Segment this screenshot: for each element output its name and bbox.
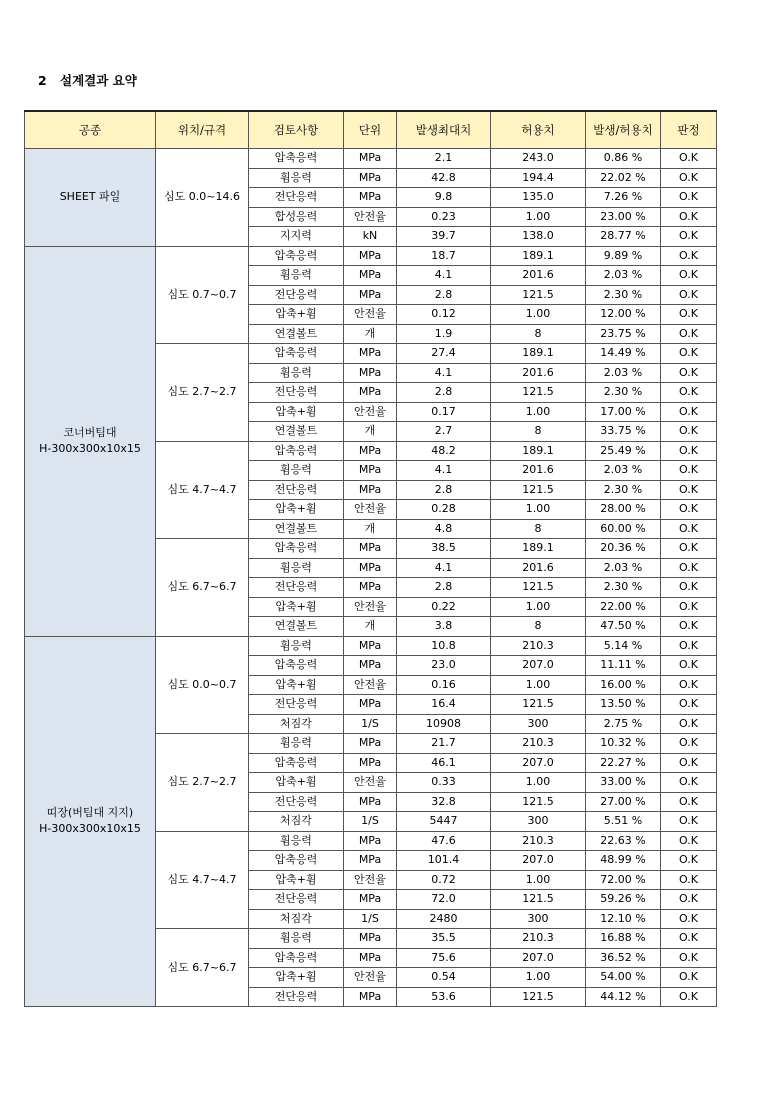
location-cell: 심도 6.7~6.7 [156,929,249,1007]
header-cell: 발생/허용치 [586,111,661,149]
allowable-value-cell: 300 [491,714,586,734]
allowable-value-cell: 121.5 [491,792,586,812]
judgement-cell: O.K [661,149,717,169]
ratio-cell: 72.00 % [586,870,661,890]
judgement-cell: O.K [661,695,717,715]
check-item-cell: 압축+휨 [249,402,344,422]
header-cell: 위치/규격 [156,111,249,149]
allowable-value-cell: 1.00 [491,305,586,325]
unit-cell: MPa [344,188,397,208]
max-value-cell: 3.8 [397,617,491,637]
judgement-cell: O.K [661,519,717,539]
judgement-cell: O.K [661,909,717,929]
allowable-value-cell: 300 [491,909,586,929]
unit-cell: 안전율 [344,675,397,695]
ratio-cell: 22.02 % [586,168,661,188]
check-item-cell: 전단응력 [249,792,344,812]
ratio-cell: 16.88 % [586,929,661,949]
allowable-value-cell: 189.1 [491,539,586,559]
max-value-cell: 5447 [397,812,491,832]
check-item-cell: 압축+휨 [249,500,344,520]
judgement-cell: O.K [661,344,717,364]
ratio-cell: 2.75 % [586,714,661,734]
judgement-cell: O.K [661,734,717,754]
allowable-value-cell: 1.00 [491,500,586,520]
ratio-cell: 2.30 % [586,285,661,305]
unit-cell: MPa [344,734,397,754]
ratio-cell: 25.49 % [586,441,661,461]
ratio-cell: 33.75 % [586,422,661,442]
judgement-cell: O.K [661,714,717,734]
allowable-value-cell: 207.0 [491,656,586,676]
max-value-cell: 23.0 [397,656,491,676]
judgement-cell: O.K [661,831,717,851]
check-item-cell: 압축응력 [249,344,344,364]
allowable-value-cell: 243.0 [491,149,586,169]
unit-cell: 개 [344,519,397,539]
location-cell: 심도 4.7~4.7 [156,441,249,539]
max-value-cell: 2.8 [397,285,491,305]
allowable-value-cell: 210.3 [491,929,586,949]
check-item-cell: 휨응력 [249,636,344,656]
unit-cell: MPa [344,929,397,949]
ratio-cell: 54.00 % [586,968,661,988]
check-item-cell: 전단응력 [249,285,344,305]
max-value-cell: 2.8 [397,480,491,500]
check-item-cell: 휨응력 [249,734,344,754]
unit-cell: 1/S [344,714,397,734]
check-item-cell: 처짐각 [249,909,344,929]
max-value-cell: 2.1 [397,149,491,169]
section-number: 2 [38,73,47,88]
max-value-cell: 46.1 [397,753,491,773]
allowable-value-cell: 121.5 [491,890,586,910]
ratio-cell: 11.11 % [586,656,661,676]
location-cell: 심도 0.7~0.7 [156,246,249,344]
judgement-cell: O.K [661,870,717,890]
check-item-cell: 휨응력 [249,831,344,851]
judgement-cell: O.K [661,558,717,578]
unit-cell: 안전율 [344,207,397,227]
header-row [25,111,717,149]
unit-cell: MPa [344,480,397,500]
check-item-cell: 연결볼트 [249,324,344,344]
header-cell: 공종 [25,111,156,149]
check-item-cell: 압축응력 [249,539,344,559]
check-item-cell: 연결볼트 [249,519,344,539]
check-item-cell: 처짐각 [249,812,344,832]
unit-cell: MPa [344,168,397,188]
section-heading [38,71,137,89]
allowable-value-cell: 135.0 [491,188,586,208]
judgement-cell: O.K [661,207,717,227]
judgement-cell: O.K [661,480,717,500]
allowable-value-cell: 189.1 [491,246,586,266]
allowable-value-cell: 207.0 [491,948,586,968]
ratio-cell: 36.52 % [586,948,661,968]
unit-cell: 개 [344,422,397,442]
judgement-cell: O.K [661,383,717,403]
unit-cell: MPa [344,246,397,266]
unit-cell: MPa [344,344,397,364]
check-item-cell: 압축+휨 [249,675,344,695]
allowable-value-cell: 138.0 [491,227,586,247]
unit-cell: MPa [344,285,397,305]
unit-cell: MPa [344,266,397,286]
allowable-value-cell: 1.00 [491,597,586,617]
ratio-cell: 44.12 % [586,987,661,1007]
unit-cell: MPa [344,890,397,910]
ratio-cell: 12.10 % [586,909,661,929]
judgement-cell: O.K [661,617,717,637]
max-value-cell: 47.6 [397,831,491,851]
unit-cell: MPa [344,441,397,461]
max-value-cell: 4.1 [397,461,491,481]
check-item-cell: 지지력 [249,227,344,247]
table-row [25,636,717,656]
ratio-cell: 5.51 % [586,812,661,832]
ratio-cell: 2.03 % [586,363,661,383]
check-item-cell: 연결볼트 [249,422,344,442]
ratio-cell: 2.03 % [586,558,661,578]
max-value-cell: 32.8 [397,792,491,812]
judgement-cell: O.K [661,441,717,461]
check-item-cell: 전단응력 [249,480,344,500]
unit-cell: 안전율 [344,773,397,793]
max-value-cell: 39.7 [397,227,491,247]
check-item-cell: 합성응력 [249,207,344,227]
ratio-cell: 33.00 % [586,773,661,793]
work-type-cell [25,636,156,1007]
max-value-cell: 53.6 [397,987,491,1007]
check-item-cell: 압축응력 [249,149,344,169]
ratio-cell: 22.27 % [586,753,661,773]
allowable-value-cell: 207.0 [491,851,586,871]
ratio-cell: 12.00 % [586,305,661,325]
allowable-value-cell: 194.4 [491,168,586,188]
unit-cell: 1/S [344,909,397,929]
judgement-cell: O.K [661,500,717,520]
check-item-cell: 압축응력 [249,246,344,266]
allowable-value-cell: 121.5 [491,480,586,500]
table-row [25,246,717,266]
judgement-cell: O.K [661,890,717,910]
unit-cell: MPa [344,539,397,559]
allowable-value-cell: 1.00 [491,402,586,422]
ratio-cell: 16.00 % [586,675,661,695]
check-item-cell: 휨응력 [249,461,344,481]
allowable-value-cell: 210.3 [491,831,586,851]
judgement-cell: O.K [661,987,717,1007]
unit-cell: MPa [344,987,397,1007]
judgement-cell: O.K [661,812,717,832]
allowable-value-cell: 8 [491,519,586,539]
max-value-cell: 35.5 [397,929,491,949]
unit-cell: MPa [344,695,397,715]
check-item-cell: 처짐각 [249,714,344,734]
section-title: 설계결과 요약 [60,73,137,88]
ratio-cell: 5.14 % [586,636,661,656]
check-item-cell: 휨응력 [249,558,344,578]
work-type-spec: H-300x300x10x15 [39,822,141,836]
allowable-value-cell: 121.5 [491,285,586,305]
max-value-cell: 1.9 [397,324,491,344]
judgement-cell: O.K [661,227,717,247]
ratio-cell: 2.03 % [586,461,661,481]
judgement-cell: O.K [661,578,717,598]
unit-cell: MPa [344,851,397,871]
unit-cell: MPa [344,831,397,851]
location-cell: 심도 6.7~6.7 [156,539,249,637]
check-item-cell: 전단응력 [249,578,344,598]
allowable-value-cell: 210.3 [491,734,586,754]
allowable-value-cell: 121.5 [491,383,586,403]
allowable-value-cell: 201.6 [491,266,586,286]
check-item-cell: 압축+휨 [249,773,344,793]
allowable-value-cell: 300 [491,812,586,832]
unit-cell: MPa [344,792,397,812]
max-value-cell: 72.0 [397,890,491,910]
judgement-cell: O.K [661,285,717,305]
allowable-value-cell: 8 [491,617,586,637]
check-item-cell: 압축응력 [249,656,344,676]
allowable-value-cell: 201.6 [491,558,586,578]
allowable-value-cell: 207.0 [491,753,586,773]
max-value-cell: 0.33 [397,773,491,793]
check-item-cell: 휨응력 [249,168,344,188]
ratio-cell: 27.00 % [586,792,661,812]
unit-cell: 안전율 [344,402,397,422]
allowable-value-cell: 8 [491,324,586,344]
ratio-cell: 2.03 % [586,266,661,286]
unit-cell: MPa [344,363,397,383]
unit-cell: 안전율 [344,968,397,988]
ratio-cell: 10.32 % [586,734,661,754]
unit-cell: MPa [344,578,397,598]
design-summary-table [24,110,717,1007]
ratio-cell: 28.77 % [586,227,661,247]
max-value-cell: 75.6 [397,948,491,968]
location-cell: 심도 0.0~0.7 [156,636,249,734]
check-item-cell: 압축+휨 [249,305,344,325]
allowable-value-cell: 189.1 [491,441,586,461]
max-value-cell: 0.23 [397,207,491,227]
location-cell: 심도 2.7~2.7 [156,734,249,832]
location-cell: 심도 0.0~14.6 [156,149,249,247]
unit-cell: MPa [344,656,397,676]
max-value-cell: 0.28 [397,500,491,520]
work-type-label: 코너버팀대 [63,426,117,439]
judgement-cell: O.K [661,753,717,773]
ratio-cell: 2.30 % [586,383,661,403]
ratio-cell: 22.63 % [586,831,661,851]
check-item-cell: 전단응력 [249,890,344,910]
work-type-cell [25,246,156,636]
unit-cell: kN [344,227,397,247]
work-type-spec: H-300x300x10x15 [39,442,141,455]
work-type-label: 띠장(버팀대 지지) [46,806,134,820]
max-value-cell: 0.54 [397,968,491,988]
ratio-cell: 13.50 % [586,695,661,715]
max-value-cell: 10.8 [397,636,491,656]
allowable-value-cell: 201.6 [491,461,586,481]
unit-cell: MPa [344,558,397,578]
max-value-cell: 0.12 [397,305,491,325]
allowable-value-cell: 201.6 [491,363,586,383]
judgement-cell: O.K [661,461,717,481]
ratio-cell: 48.99 % [586,851,661,871]
max-value-cell: 42.8 [397,168,491,188]
table-row [25,149,717,169]
unit-cell: MPa [344,149,397,169]
max-value-cell: 21.7 [397,734,491,754]
check-item-cell: 휨응력 [249,929,344,949]
table-body [25,149,717,1007]
max-value-cell: 0.16 [397,675,491,695]
max-value-cell: 4.1 [397,266,491,286]
check-item-cell: 휨응력 [249,266,344,286]
max-value-cell: 101.4 [397,851,491,871]
max-value-cell: 38.5 [397,539,491,559]
ratio-cell: 0.86 % [586,149,661,169]
check-item-cell: 휨응력 [249,363,344,383]
judgement-cell: O.K [661,402,717,422]
unit-cell: 안전율 [344,305,397,325]
ratio-cell: 23.00 % [586,207,661,227]
judgement-cell: O.K [661,929,717,949]
unit-cell: MPa [344,753,397,773]
judgement-cell: O.K [661,656,717,676]
ratio-cell: 9.89 % [586,246,661,266]
unit-cell: 개 [344,617,397,637]
judgement-cell: O.K [661,324,717,344]
ratio-cell: 17.00 % [586,402,661,422]
allowable-value-cell: 210.3 [491,636,586,656]
max-value-cell: 0.72 [397,870,491,890]
max-value-cell: 48.2 [397,441,491,461]
max-value-cell: 0.17 [397,402,491,422]
judgement-cell: O.K [661,305,717,325]
unit-cell: MPa [344,948,397,968]
max-value-cell: 4.8 [397,519,491,539]
allowable-value-cell: 1.00 [491,968,586,988]
judgement-cell: O.K [661,422,717,442]
judgement-cell: O.K [661,363,717,383]
unit-cell: MPa [344,636,397,656]
max-value-cell: 27.4 [397,344,491,364]
max-value-cell: 10908 [397,714,491,734]
check-item-cell: 전단응력 [249,188,344,208]
judgement-cell: O.K [661,675,717,695]
check-item-cell: 압축응력 [249,441,344,461]
ratio-cell: 60.00 % [586,519,661,539]
max-value-cell: 2.7 [397,422,491,442]
ratio-cell: 2.30 % [586,480,661,500]
unit-cell: 개 [344,324,397,344]
allowable-value-cell: 1.00 [491,675,586,695]
ratio-cell: 20.36 % [586,539,661,559]
judgement-cell: O.K [661,792,717,812]
ratio-cell: 14.49 % [586,344,661,364]
max-value-cell: 2.8 [397,578,491,598]
header-cell: 발생최대치 [397,111,491,149]
max-value-cell: 2480 [397,909,491,929]
header-cell: 판정 [661,111,717,149]
work-type-label: SHEET 파일 [59,190,121,204]
judgement-cell: O.K [661,773,717,793]
check-item-cell: 압축+휨 [249,968,344,988]
judgement-cell: O.K [661,539,717,559]
check-item-cell: 연결볼트 [249,617,344,637]
judgement-cell: O.K [661,188,717,208]
check-item-cell: 압축응력 [249,753,344,773]
allowable-value-cell: 121.5 [491,987,586,1007]
location-cell: 심도 4.7~4.7 [156,831,249,929]
allowable-value-cell: 1.00 [491,207,586,227]
allowable-value-cell: 1.00 [491,773,586,793]
max-value-cell: 2.8 [397,383,491,403]
unit-cell: MPa [344,383,397,403]
max-value-cell: 4.1 [397,363,491,383]
judgement-cell: O.K [661,168,717,188]
judgement-cell: O.K [661,636,717,656]
check-item-cell: 전단응력 [249,987,344,1007]
check-item-cell: 압축응력 [249,948,344,968]
work-type-cell [25,149,156,247]
judgement-cell: O.K [661,851,717,871]
ratio-cell: 47.50 % [586,617,661,637]
unit-cell: 1/S [344,812,397,832]
check-item-cell: 압축응력 [249,851,344,871]
check-item-cell: 압축+휨 [249,870,344,890]
header-cell: 단위 [344,111,397,149]
max-value-cell: 0.22 [397,597,491,617]
check-item-cell: 압축+휨 [249,597,344,617]
max-value-cell: 9.8 [397,188,491,208]
check-item-cell: 전단응력 [249,383,344,403]
location-cell: 심도 2.7~2.7 [156,344,249,442]
unit-cell: MPa [344,461,397,481]
unit-cell: 안전율 [344,870,397,890]
max-value-cell: 4.1 [397,558,491,578]
max-value-cell: 18.7 [397,246,491,266]
allowable-value-cell: 8 [491,422,586,442]
ratio-cell: 28.00 % [586,500,661,520]
allowable-value-cell: 1.00 [491,870,586,890]
judgement-cell: O.K [661,948,717,968]
judgement-cell: O.K [661,597,717,617]
check-item-cell: 전단응력 [249,695,344,715]
allowable-value-cell: 121.5 [491,578,586,598]
header-cell: 허용치 [491,111,586,149]
ratio-cell: 59.26 % [586,890,661,910]
ratio-cell: 23.75 % [586,324,661,344]
allowable-value-cell: 189.1 [491,344,586,364]
ratio-cell: 2.30 % [586,578,661,598]
unit-cell: 안전율 [344,500,397,520]
ratio-cell: 7.26 % [586,188,661,208]
allowable-value-cell: 121.5 [491,695,586,715]
judgement-cell: O.K [661,266,717,286]
judgement-cell: O.K [661,246,717,266]
header-cell: 검토사항 [249,111,344,149]
max-value-cell: 16.4 [397,695,491,715]
ratio-cell: 22.00 % [586,597,661,617]
judgement-cell: O.K [661,968,717,988]
unit-cell: 안전율 [344,597,397,617]
